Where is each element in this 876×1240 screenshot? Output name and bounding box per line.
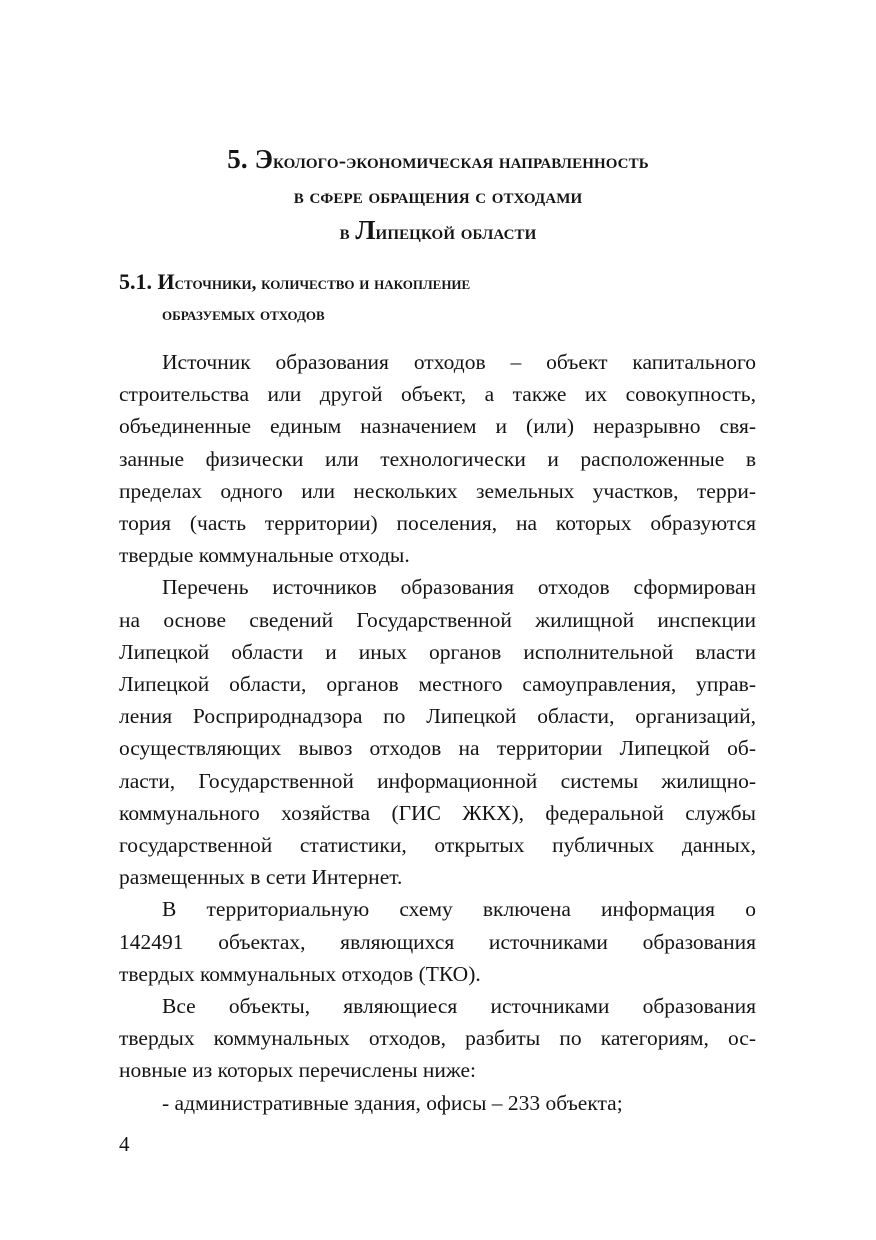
text-line: размещенных в сети Интернет. [119, 865, 403, 890]
page-number: 4 [119, 1132, 130, 1156]
chapter-title-line-2: в сфере обращения с отходами [293, 183, 583, 208]
text-line: на основе сведений Государственной жилищной инспекции [119, 607, 756, 632]
text-line: строительства или другой объект, а также их совокупность, [119, 382, 756, 407]
text-line: Все объекты, являющиеся источниками образования [162, 994, 756, 1019]
chapter-title [80, 142, 796, 249]
text-line: Липецкой области, органов местного самоуправления, управ- [119, 672, 756, 697]
section-title-line-2: образуемых отходов [162, 304, 325, 325]
text-line: твердых коммунальных отходов, разбиты по категориям, ос- [119, 1026, 756, 1051]
paragraph [119, 1087, 756, 1119]
chapter-title-line-3: в Липецкой области [339, 215, 537, 245]
text-line: государственной статистики, открытых публичных данных, [119, 833, 756, 858]
text-line: объединенные единым назначением и (или) неразрывно свя- [119, 414, 756, 439]
text-line: тория (часть территории) поселения, на которых образуются [119, 511, 756, 536]
text-line: занные физически или технологически и расположенные в [119, 446, 756, 471]
text-line: твердых коммунальных отходов (ТКО). [119, 961, 481, 986]
text-line: коммунального хозяйства (ГИС ЖКХ), федеральной службы [119, 800, 756, 825]
text-line: 142491 объектах, являющихся источниками образования [119, 929, 756, 954]
chapter-title-line-1: 5. Эколого-экономическая направленность [227, 144, 649, 174]
text-line: твердые коммунальные отходы. [119, 543, 410, 568]
paragraph [119, 990, 756, 1087]
section-title-line-1: 5.1. Источники, количество и накопление [119, 269, 471, 294]
paragraph [119, 346, 756, 571]
text-line: ласти, Государственной информационной системы жилищно- [119, 768, 756, 793]
text-line: пределах одного или нескольких земельных участков, терри- [119, 478, 756, 503]
text-line: новные из которых перечислены ниже: [119, 1058, 477, 1083]
text-line: Перечень источников образования отходов сформирован [162, 575, 756, 600]
text-line: осуществляющих вывоз отходов на территории Липецкой об- [119, 736, 756, 761]
text-line: - административные здания, офисы – 233 объекта; [162, 1090, 623, 1115]
section-title [119, 266, 470, 330]
text-line: Липецкой области и иных органов исполнительной власти [119, 639, 756, 664]
text-line: ления Росприроднадзора по Липецкой области, организаций, [119, 704, 756, 729]
body-text [119, 346, 756, 1119]
text-line: Источник образования отходов – объект капитального [162, 350, 756, 374]
text-line: В территориальную схему включена информация о [162, 897, 756, 922]
paragraph [119, 571, 756, 893]
paragraph [119, 893, 756, 990]
